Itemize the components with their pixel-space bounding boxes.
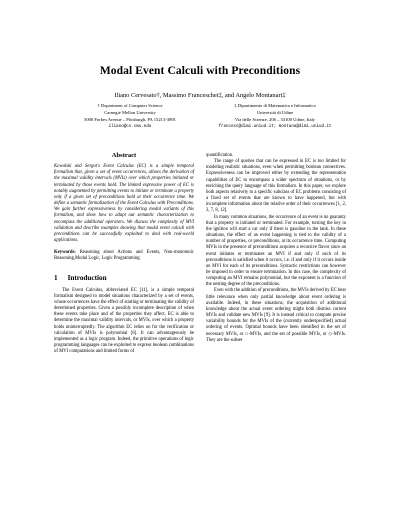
- section-title: Introduction: [67, 273, 107, 282]
- abstract-heading: Abstract: [111, 152, 137, 159]
- body-paragraph: The Event Calculus, abbreviated EC [11], is a simple temporal formalism designed to model situations characterized by a set of events, whose occurrences have the effect of starting or terminating the validity of determined properties. Given a possibly incomplete description of when these events take place and of the properties they affect, EC is able to determine the maximal validity intervals, or MVIs, over which a property holds uninterruptedly. The algorithm EC relies on for the verification or calculation of MVIs is polynomial [6]. It can advantageously be implemented as a logic program. Indeed, the primitive operations of logic programming languages can be exploited to express boolean combinations of MVI computations and limited forms of: [54, 287, 194, 355]
- affiliation-line: ‡ Dipartimento di Matematica e Informatica: [234, 103, 316, 108]
- body-paragraph: Even with the addition of preconditions, the MVIs derived by EC bear little relevance when only partial knowledge about event ordering is available. Indeed, in these situations, the acquisition of additional knowledge about the actual event ordering might both dismiss current MVIs and validate new MVIs [9]. It is instead critical to compute precise variability bounds for the MVIs of the (currently underspecified) actual ordering of events. Optimal bounds have been identified in the set of necessary MVIs, or □-MVIs, and the set of possible MVIs, or ◇-MVIs. They are the subset: [206, 288, 347, 343]
- abstract-text: Kowalski and Sergot's Event Calculus (EC) is a simple temporal formalism that, given a set of event occurrences, allows the derivation of the maximal validity intervals (MVIs) over which properties initiated or terminated by those events hold. The limited expressive power of EC is notably augmented by permitting events to initiate or terminate a property only if a given set of preconditions hold at their occurrence time. We define a semantic formalization of the Event Calculus with Preconditions. We gain further expressiveness by considering modal variants of this formalism, and show how to adapt our semantic characterization to encompass the additional operators. We discuss the complexity of MVI validation and describe examples showing that modal event calculi with preconditions can be successfully exploited to deal with real-world applications.: [54, 164, 194, 244]
- paper-title: Modal Event Calculi with Preconditions: [99, 65, 301, 77]
- body-paragraph: In many common situations, the occurrence of an event is no guaranty that a property is initiated or terminated. For example, turning the key in the ignition will start a car only if there is gasoline in the tank. In these situations, the effect of an event happening is tied to the validity of a number of properties, or preconditions, at its occurrence time. Computing MVIs in the presence of preconditions acquires a recursive flavor since an event initiates or terminates an MVI if and only if each of its preconditions is satisfied when it occurs, i.e. if and only if it occurs inside an MVI for each of its preconditions. Syntactic restrictions can however be imposed in order to ensure termination. In this case, the complexity of computing an MVI remains polynomial, but the exponent is a function of the nesting degree of the preconditions.: [206, 214, 346, 288]
- paper-authors: Iliano Cervesato†, Massimo Franceschet‡, and Angelo Montanari‡: [114, 92, 286, 99]
- keywords-label: Keywords:: [54, 250, 76, 256]
- affiliation-line: † Department of Computer Science: [97, 103, 163, 108]
- section-heading: [54, 275, 194, 281]
- author-email: iliano@cs.cmu.edu: [108, 124, 152, 129]
- affiliation-line: 5000 Forbes Avenue – Pittsburgh, PA 15213-3891: [84, 116, 176, 122]
- affiliation-cmu: [55, 103, 205, 131]
- affiliation-line: Via delle Scienze, 206 – 33100 Udine, Italy: [234, 116, 316, 122]
- affiliation-udine: [200, 103, 350, 131]
- body-paragraph: quantification.: [206, 153, 234, 158]
- keywords: [54, 250, 194, 262]
- affiliation-line: Università di Udine: [256, 109, 294, 115]
- keywords-text: Reasoning about Actions and Events, Non-monotonic Reasoning,Modal Logic, Logic Programming.: [54, 250, 194, 262]
- left-column: [54, 153, 194, 355]
- affiliation-line: Carnegie Mellon University: [104, 109, 156, 115]
- body-paragraph: The range of queries that can be expressed in EC is too limited for modeling realistic situations, even when permitting boolean connectives. Expressiveness can be improved either by extending the representation capabilities of EC to encompass a wider spectrum of situations, or by enriching the query language of this formalism. In this paper, we explore both aspects relatively to a specific subclass of EC problems consisting of a fixed set of events that are known to have happened, but with incomplete information about the relative order of their occurrences [1, 2, 3, 7, 8, 12].: [206, 159, 346, 214]
- right-column: [206, 153, 346, 344]
- author-email: francesc@dimi.uniud.it; montana@dimi.uniud.it: [218, 124, 332, 129]
- section-number: 1: [54, 273, 58, 282]
